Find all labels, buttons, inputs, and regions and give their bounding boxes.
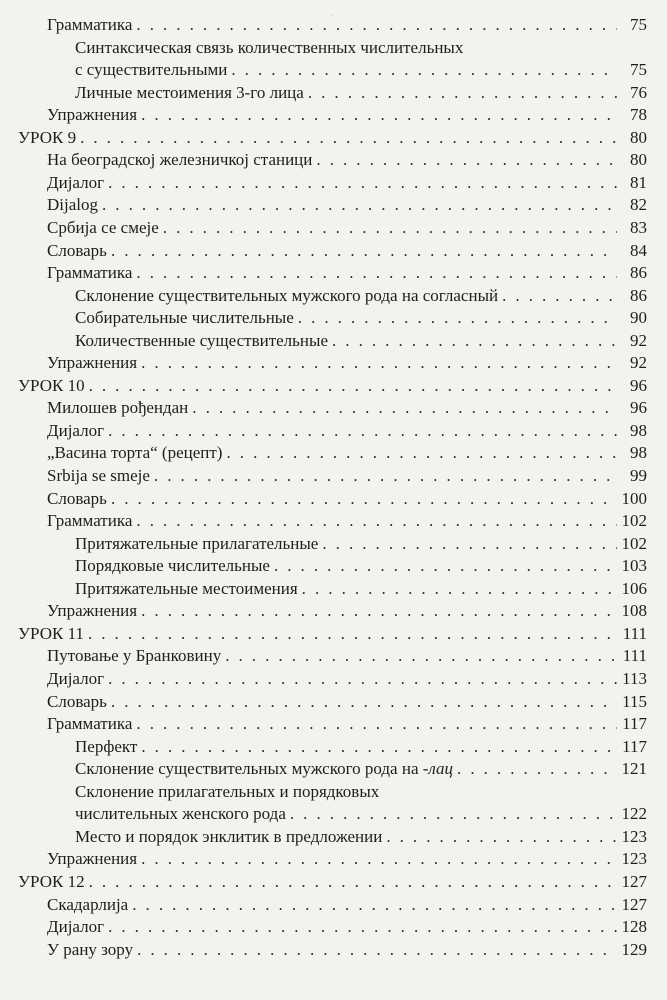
toc-entry[interactable] [47,508,647,532]
toc-entry-title: Притяжательные местоимения [75,578,298,598]
toc-entry-title: Упражнения [47,849,138,869]
toc-page-number: 128 [621,917,647,936]
toc-leader-dots [108,916,617,938]
toc-leader-dots [141,736,617,758]
toc-entry[interactable] [75,756,647,780]
toc-entry-title: Грамматика [47,15,133,34]
toc-entry[interactable] [47,192,647,216]
toc-lesson-heading[interactable] [18,621,647,645]
toc-entry-title: На београдској железничкој станици [47,150,313,170]
toc-page-number: 92 [630,353,647,373]
toc-page-number: 96 [630,375,647,395]
toc-leader-dots [502,285,617,307]
toc-entry[interactable] [47,238,647,262]
toc-page-number: 127 [621,894,647,914]
toc-entry[interactable] [47,643,647,667]
toc-lesson-heading[interactable] [18,125,647,149]
toc-entry[interactable] [47,147,647,171]
toc-leader-dots [154,465,617,487]
toc-leader-dots [137,939,617,961]
toc-entry-title: УРОК 11 [18,623,84,643]
toc-entry[interactable] [47,418,647,442]
toc-page-number: 103 [621,556,647,576]
toc-entry-title: Грамматика [47,511,133,531]
toc-entry[interactable] [47,711,647,735]
toc-entry-title: Србија се смеје [47,218,159,237]
toc-page-number: 102 [621,533,647,553]
toc-page-number: 98 [630,420,647,440]
toc-page-number: 123 [621,849,647,869]
toc-entry-title: Грамматика [47,263,133,283]
toc-entry-title: У рану зору [47,939,134,959]
toc-entry[interactable] [47,170,647,194]
toc-page-number: 122 [621,804,647,824]
toc-leader-dots [298,307,617,329]
toc-page-number: 127 [621,871,647,891]
toc-entry[interactable] [47,666,647,690]
toc-entry-title: Упражнения [47,105,138,125]
toc-entry-title: Грамматика [47,714,133,734]
toc-entry-title: „Васина торта“ (рецепт) [47,443,223,463]
toc-entry[interactable] [47,260,647,284]
toc-leader-dots [290,803,617,825]
toc-entry-title: Скадарлија [47,894,129,914]
toc-lesson-heading[interactable] [18,869,647,893]
toc-entry-title: Упражнения [47,601,138,621]
toc-entry[interactable] [75,576,647,600]
toc-entry-continued[interactable] [75,779,647,803]
toc-leader-dots [111,691,617,713]
toc-entry-title: Дијалог [47,172,105,192]
toc-entry-title: Милошев рођендан [47,398,189,418]
toc-entry[interactable] [47,892,647,916]
toc-entry-title: Склонение существительных мужского рода на согласный [75,285,499,305]
toc-entry-title: Путовање у Бранковину [47,646,222,666]
toc-leader-dots [136,262,617,284]
toc-entry[interactable] [75,305,647,329]
toc-entry[interactable] [75,283,647,307]
toc-leader-dots [111,488,617,510]
toc-entry[interactable] [75,57,647,81]
toc-page-number: 90 [630,308,647,328]
toc-entry[interactable] [47,914,647,938]
toc-leader-dots [386,826,617,848]
toc-entry[interactable] [47,102,647,126]
toc-entry-title: Перфект [75,736,138,756]
toc-page-number: 129 [621,939,647,959]
toc-entry-title: Личные местоимения 3-го лица [75,82,304,102]
toc-entry-title: Синтаксическая связь количественных числительных [75,37,464,57]
toc-entry-title: числительных женского рода [75,804,286,824]
toc-leader-dots [102,194,617,216]
toc-entry-title: УРОК 12 [18,871,85,891]
toc-leader-dots [163,217,617,239]
toc-leader-dots [132,894,617,916]
toc-entry-title: Склонение существительных мужского рода на -лац [75,759,454,779]
toc-leader-dots [274,555,617,577]
toc-entry[interactable] [47,395,647,419]
toc-leader-dots [80,127,617,149]
toc-entry-title: Дијалог [47,420,105,440]
toc-entry[interactable] [75,531,647,555]
toc-page-number: 80 [630,127,647,147]
toc-entry-title: Притяжательные прилагательные [75,533,319,553]
toc-entry[interactable] [75,734,647,758]
toc-entry-title: Собирательные числительные [75,308,294,328]
toc-page-number: 84 [630,240,647,260]
toc-leader-dots [332,330,617,352]
toc-leader-dots [457,758,617,780]
toc-leader-dots [89,375,617,397]
toc-page-number: 102 [621,511,647,531]
toc-page-number: 92 [630,330,647,350]
toc-page-number: 86 [630,285,647,305]
toc-leader-dots [141,104,617,126]
toc-page-number: 75 [630,15,647,34]
toc-entry-title: Srbija se smeje [47,466,150,485]
toc-leader-dots [225,645,617,667]
toc-page-number: 86 [630,263,647,283]
toc-leader-dots [141,848,617,870]
toc-leader-dots [108,420,617,442]
toc-entry[interactable] [47,689,647,713]
toc-page-number: 80 [630,150,647,170]
toc-page-number: 115 [622,691,647,711]
toc-entry-title: УРОК 10 [18,375,85,395]
toc-lesson-heading[interactable] [18,373,647,397]
toc-entry[interactable] [47,486,647,510]
toc-entry-continued[interactable] [75,35,647,59]
toc-entry[interactable] [47,463,647,487]
toc-entry[interactable] [47,440,647,464]
toc-leader-dots [231,59,617,81]
toc-leader-dots [302,578,617,600]
toc-entry-title: Количественные существительные [75,330,328,350]
toc-entry[interactable] [47,12,647,36]
toc-leader-dots [108,668,617,690]
toc-page-number: 111 [622,646,647,666]
toc-entry-title: Дијалог [47,917,105,936]
toc-page-number: 96 [630,398,647,418]
toc-page-number: 113 [622,669,647,688]
toc-page-number: 75 [630,60,647,80]
toc-entry[interactable] [47,350,647,374]
toc-page-number: 108 [621,601,647,621]
toc-entry[interactable] [47,846,647,870]
toc-leader-dots [192,397,617,419]
toc-entry-title: Словарь [47,691,107,711]
toc-entry[interactable] [47,215,647,239]
toc-page-number: 111 [622,623,647,643]
toc-leader-dots [308,82,617,104]
toc-page-number: 98 [630,443,647,463]
toc-page-number: 121 [621,759,647,779]
toc-entry-title: с существительными [75,60,228,80]
toc-leader-dots [322,533,617,555]
toc-page-number: 83 [630,218,647,237]
toc-leader-dots [136,510,617,532]
toc-leader-dots [136,713,617,735]
toc-leader-dots [89,871,617,893]
toc-entry[interactable] [75,328,647,352]
toc-entry-title: Словарь [47,488,107,508]
toc-entry-title: Упражнения [47,353,138,373]
toc-page-number: 76 [630,82,647,102]
toc-leader-dots [108,172,617,194]
toc-page-number: 82 [630,195,647,215]
toc-entry-title: Склонение прилагательных и порядковых [75,781,380,801]
toc-page-number: 81 [630,172,647,192]
toc-page-number: 78 [630,105,647,125]
toc-entry-title: Место и порядок энклитик в предложении [75,826,383,846]
toc-entry[interactable] [75,80,647,104]
toc-page-number: 117 [622,736,647,756]
toc-entry-title: Порядковые числительные [75,556,270,576]
toc-entry-title: Словарь [47,240,107,260]
toc-leader-dots [316,149,617,171]
toc-entry-title: УРОК 9 [18,127,77,147]
toc-entry-title: Dijalog [47,195,98,215]
toc-page-number: 106 [621,578,647,598]
toc-leader-dots [141,352,617,374]
bleed-through-text: · [330,8,335,24]
toc-page-number: 99 [630,466,647,485]
toc-entry[interactable] [47,937,647,961]
toc-leader-dots [111,240,617,262]
toc-page-number: 117 [622,714,647,734]
toc-leader-dots [88,623,617,645]
toc-page-number: 123 [621,826,647,846]
toc-page-number: 100 [621,488,647,508]
toc-entry[interactable] [75,801,647,825]
toc-leader-dots [141,600,617,622]
toc-leader-dots [226,442,617,464]
toc-entry[interactable] [47,598,647,622]
toc-entry-title: Дијалог [47,669,105,688]
toc-entry[interactable] [75,553,647,577]
toc-leader-dots [136,14,617,36]
toc-entry[interactable] [75,824,647,848]
